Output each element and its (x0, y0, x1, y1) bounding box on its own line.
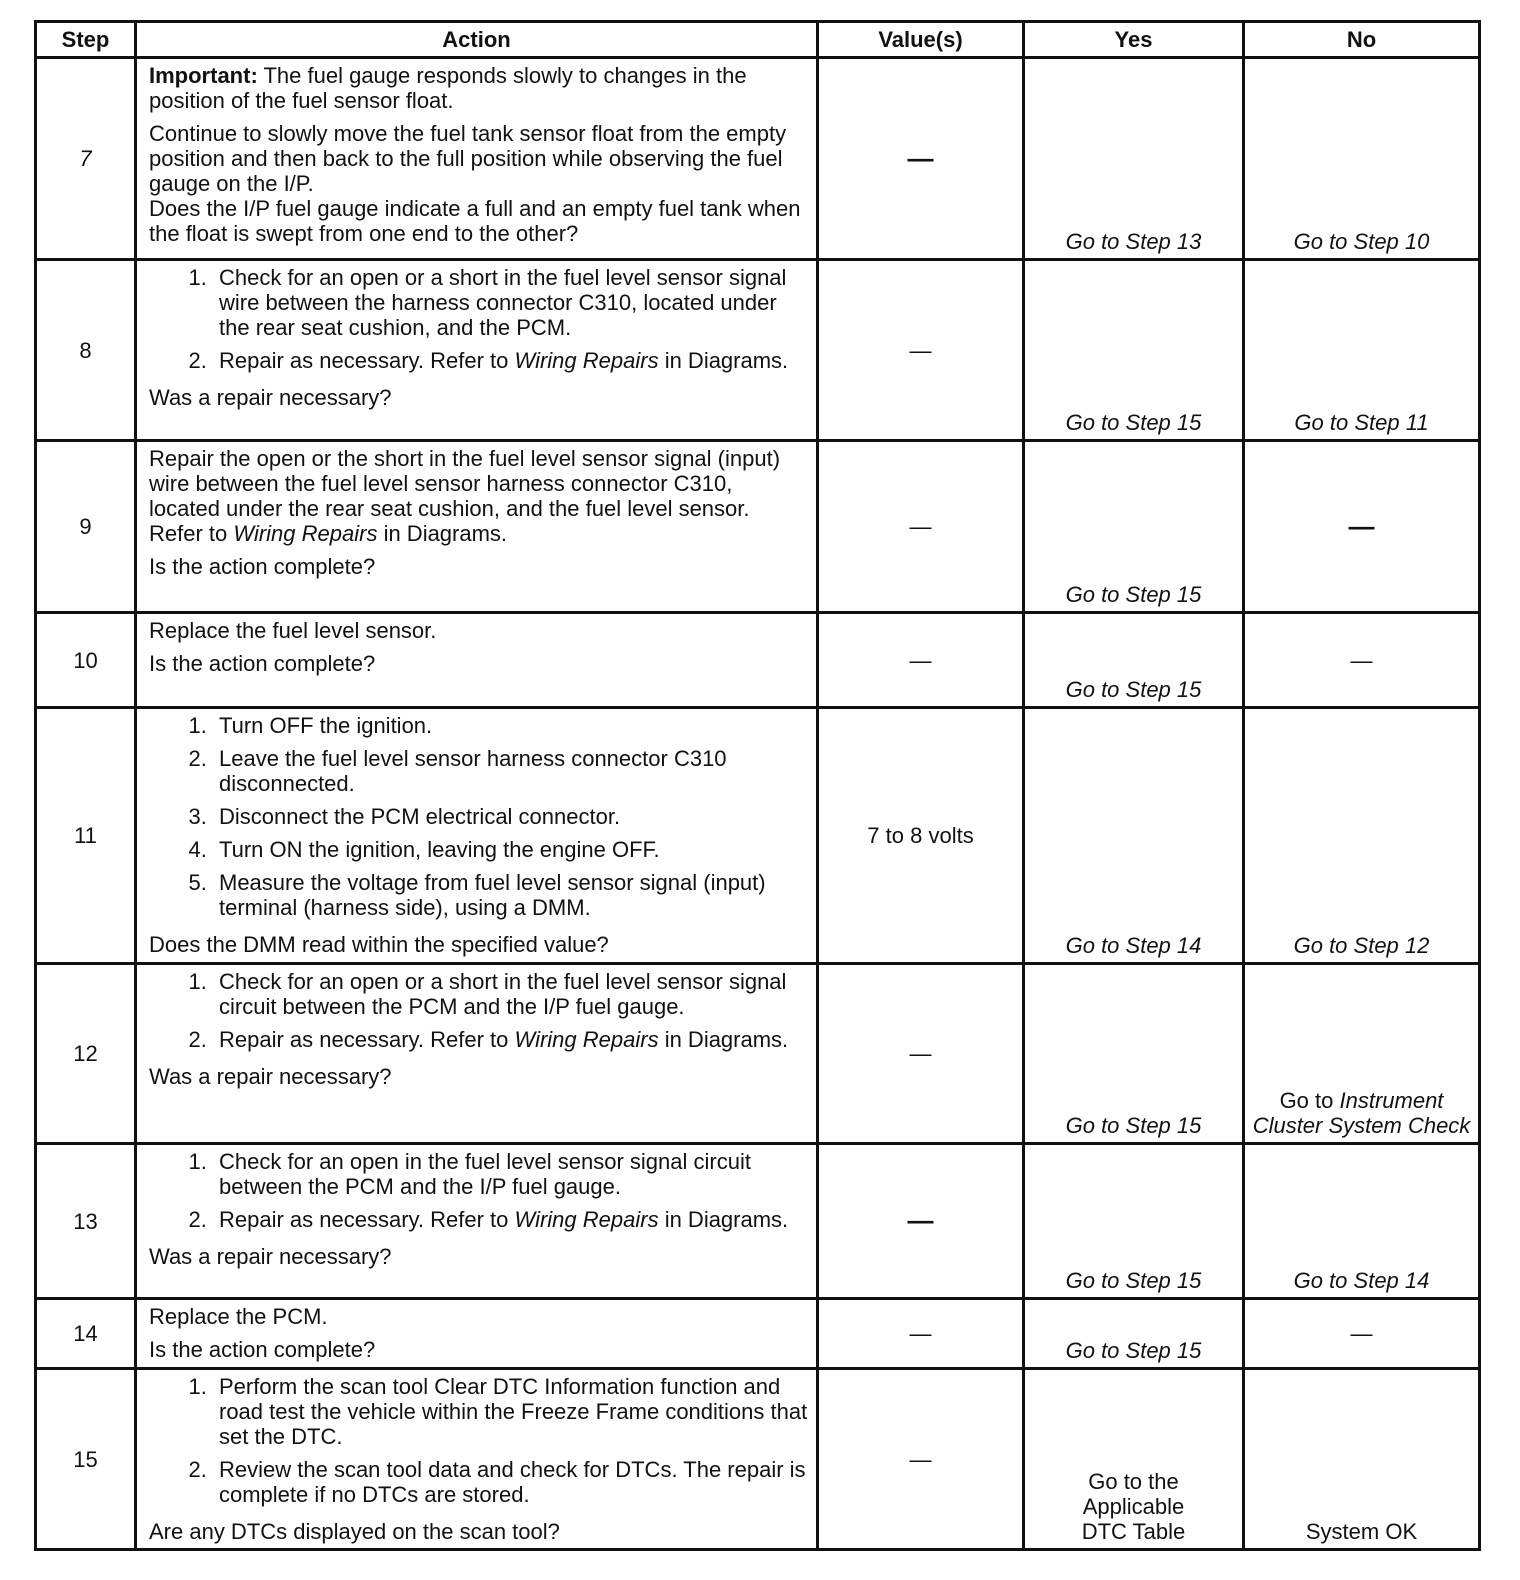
action-list (149, 713, 808, 928)
no-text: — (1350, 647, 1373, 673)
instrument-cluster-check-link[interactable]: Instrument Cluster System Check (1252, 1088, 1471, 1138)
no-cell (1244, 260, 1480, 441)
step-number: 12 (36, 964, 136, 1144)
action-question: Is the action complete? (149, 651, 376, 676)
yes-cell (1024, 613, 1244, 708)
value-cell (818, 58, 1024, 260)
list-item-text: Repair as necessary. Refer to (219, 348, 515, 373)
list-item: 1. Check for an open in the fuel level sensor signal circuit between the PCM and the I/P fuel gauge. (213, 1149, 808, 1199)
diagnostic-table (34, 20, 1481, 1551)
action-paragraph-text: in Diagrams. (377, 521, 508, 546)
value-cell (818, 708, 1024, 964)
action-list (149, 1374, 808, 1515)
no-text: — (1348, 510, 1375, 541)
no-cell (1244, 1369, 1480, 1550)
step-number: 9 (36, 441, 136, 613)
action-cell (136, 58, 818, 260)
no-cell (1244, 708, 1480, 964)
list-item-text: Repair as necessary. Refer to (219, 1207, 515, 1232)
no-text: System OK (1305, 1519, 1418, 1544)
no-link[interactable]: Go to Step 11 (1294, 410, 1429, 435)
wiring-repairs-reference[interactable]: Wiring Repairs (233, 521, 378, 546)
no-cell (1244, 964, 1480, 1144)
action-question: Is the action complete? (149, 554, 376, 579)
no-cell (1244, 1299, 1480, 1369)
action-cell (136, 260, 818, 441)
action-paragraph-text: Repair the open or the short in the fuel level sensor signal (input) wire between the fuel level sensor harness connector C310, located under the rear seat cushion, and the fuel level sensor. Refer to (149, 446, 781, 546)
list-item-text: in Diagrams. (658, 1027, 789, 1052)
yes-link[interactable]: Go to Step 15 (1065, 1113, 1202, 1138)
yes-link[interactable]: Go to Step 15 (1065, 410, 1202, 435)
list-item-text: in Diagrams. (658, 348, 789, 373)
yes-cell (1024, 1144, 1244, 1299)
yes-link[interactable]: Go to Step 14 (1065, 933, 1202, 958)
value-cell (818, 1144, 1024, 1299)
step-number: 14 (36, 1299, 136, 1369)
action-paragraph: Replace the PCM. (149, 1304, 328, 1329)
list-item: 3. Disconnect the PCM electrical connector. (213, 804, 808, 829)
table-row-step-13 (36, 1144, 1480, 1299)
action-cell (136, 441, 818, 613)
header-step: Step (36, 22, 136, 58)
list-item: 1. Turn OFF the ignition. (213, 713, 808, 738)
yes-link[interactable]: Go to Step 15 (1065, 1338, 1202, 1363)
value-cell (818, 613, 1024, 708)
action-cell (136, 613, 818, 708)
value-text: — (907, 142, 934, 173)
no-cell (1244, 441, 1480, 613)
no-link[interactable]: Go to Step 14 (1293, 1268, 1430, 1293)
table-row-step-8 (36, 260, 1480, 441)
action-cell (136, 1299, 818, 1369)
value-cell (818, 441, 1024, 613)
wiring-repairs-reference[interactable]: Wiring Repairs (514, 1207, 659, 1232)
value-text: — (907, 1205, 934, 1235)
action-question: Does the I/P fuel gauge indicate a full and an empty fuel tank when the float is swept from one end to the other? (149, 196, 801, 246)
value-text: — (909, 1321, 932, 1346)
no-link-prefix: Go to (1279, 1088, 1340, 1113)
no-cell (1244, 613, 1480, 708)
step-number: 13 (36, 1144, 136, 1299)
yes-cell (1024, 708, 1244, 964)
action-question: Was a repair necessary? (149, 1064, 392, 1089)
header-values: Value(s) (818, 22, 1024, 58)
value-cell (818, 1369, 1024, 1550)
value-text: — (909, 647, 932, 673)
step-number: 11 (36, 708, 136, 964)
table-row-step-11 (36, 708, 1480, 964)
no-cell (1244, 1144, 1480, 1299)
yes-link[interactable]: Go to Step 13 (1065, 229, 1202, 254)
action-cell (136, 964, 818, 1144)
value-text: — (909, 337, 932, 363)
no-cell (1244, 58, 1480, 260)
table-row-step-7 (36, 58, 1480, 260)
no-link[interactable]: Go to Step 10 (1293, 229, 1430, 254)
header-yes: Yes (1024, 22, 1244, 58)
list-item-text: in Diagrams. (658, 1207, 789, 1232)
list-item: 2. Review the scan tool data and check for DTCs. The repair is complete if no DTCs are stored. (213, 1457, 808, 1507)
step-number: 10 (36, 613, 136, 708)
wiring-repairs-reference[interactable]: Wiring Repairs (514, 348, 659, 373)
table-row-step-12 (36, 964, 1480, 1144)
wiring-repairs-reference[interactable]: Wiring Repairs (514, 1027, 659, 1052)
header-row (36, 22, 1480, 58)
list-item (213, 1207, 808, 1232)
action-list (149, 969, 808, 1060)
action-paragraph: Continue to slowly move the fuel tank sensor float from the empty position and then back to the full position while observing the fuel gauge on the I/P. (149, 121, 787, 196)
value-cell (818, 260, 1024, 441)
action-cell (136, 708, 818, 964)
action-list (149, 1149, 808, 1240)
value-text: — (909, 514, 932, 539)
action-question: Does the DMM read within the specified value? (149, 932, 609, 957)
no-text: — (1350, 1321, 1373, 1346)
list-item-text: Repair as necessary. Refer to (219, 1027, 515, 1052)
action-question: Was a repair necessary? (149, 385, 392, 410)
list-item: 2. Leave the fuel level sensor harness connector C310 disconnected. (213, 746, 808, 796)
table-row-step-10 (36, 613, 1480, 708)
list-item: 4. Turn ON the ignition, leaving the engine OFF. (213, 837, 808, 862)
value-text: — (909, 1041, 932, 1066)
step-number-text: 7 (79, 146, 92, 171)
action-cell (136, 1144, 818, 1299)
no-link[interactable]: Go to Step 12 (1293, 933, 1430, 958)
step-number: 8 (36, 260, 136, 441)
important-note (149, 63, 808, 113)
action-question: Is the action complete? (149, 1337, 376, 1362)
list-item: 1. Check for an open or a short in the fuel level sensor signal circuit between the PCM and the I/P fuel gauge. (213, 969, 808, 1019)
list-item: 5. Measure the voltage from fuel level sensor signal (input) terminal (harness side), using a DMM. (213, 870, 808, 920)
list-item (213, 1027, 808, 1052)
action-paragraph: Replace the fuel level sensor. (149, 618, 437, 643)
yes-cell (1024, 964, 1244, 1144)
yes-cell (1024, 1299, 1244, 1369)
list-item: 1. Check for an open or a short in the fuel level sensor signal wire between the harness connector C310, located under the rear seat cushion, and the PCM. (213, 265, 808, 340)
important-text: The fuel gauge responds slowly to changes in the position of the fuel sensor float. (149, 63, 747, 113)
yes-link[interactable]: Go to the Applicable DTC Table (1081, 1469, 1186, 1544)
header-action: Action (136, 22, 818, 58)
step-number: 15 (36, 1369, 136, 1550)
action-question: Are any DTCs displayed on the scan tool? (149, 1519, 560, 1544)
step-number (36, 58, 136, 260)
yes-link[interactable]: Go to Step 15 (1065, 1268, 1202, 1293)
header-no: No (1244, 22, 1480, 58)
list-item: 1. Perform the scan tool Clear DTC Information function and road test the vehicle within the Freeze Frame conditions that set the DTC. (213, 1374, 808, 1449)
yes-cell (1024, 260, 1244, 441)
action-cell (136, 1369, 818, 1550)
yes-cell (1024, 1369, 1244, 1550)
yes-link[interactable]: Go to Step 15 (1065, 582, 1202, 607)
table-row-step-15 (36, 1369, 1480, 1550)
yes-cell (1024, 441, 1244, 613)
list-item (213, 348, 808, 373)
important-label: Important: (149, 63, 258, 88)
table-row-step-9 (36, 441, 1480, 613)
table-row-step-14 (36, 1299, 1480, 1369)
yes-cell (1024, 58, 1244, 260)
yes-link[interactable]: Go to Step 15 (1065, 677, 1202, 702)
diagnostic-table-sheet (34, 20, 1478, 1551)
value-cell (818, 1299, 1024, 1369)
action-question: Was a repair necessary? (149, 1244, 392, 1269)
value-cell (818, 964, 1024, 1144)
action-list (149, 265, 808, 381)
value-text: 7 to 8 volts (867, 823, 974, 848)
value-text: — (909, 1446, 932, 1472)
action-paragraph (149, 446, 808, 546)
